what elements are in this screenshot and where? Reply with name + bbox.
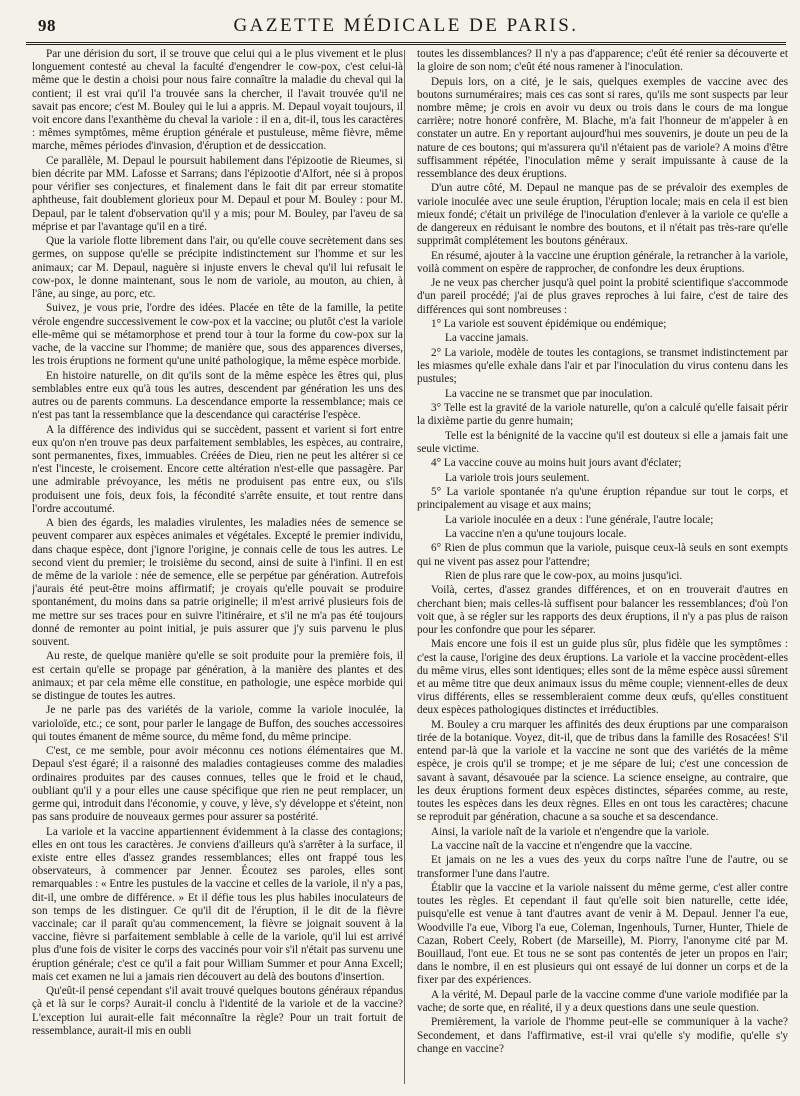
page-header [26, 12, 786, 45]
paragraph: Mais encore une fois il est un guide plus sûr, plus fidèle que les symptômes : c'est la cause, l'origine des deux éruptions. La variole et la vaccine procèdent-elles du même virus, elles sont identiques; elles sont de la même espèce aussi sûrement et au même titre que deux animaux issus du même couple; viennent-elles de deux virus différents, elles se ressembleraient comme deux œufs, qu'elles constituent deux espèces pathologiques distinctes et irréductibles. [417, 638, 788, 717]
numbered-item: 6° Rien de plus commun que la variole, puisque ceux-là seuls en sont exempts qui ne vivent pas assez pour l'attendre; [417, 542, 788, 568]
item-contrast: La vaccine jamais. [445, 332, 529, 345]
numbered-item: 3° Telle est la gravité de la variole naturelle, qu'on a calculé qu'elle faisait périr la dixième partie du genre humain; [417, 401, 788, 428]
item-contrast: La variole trois jours seulement. [445, 471, 590, 484]
numbered-item: 1° La variole est souvent épidémique ou endémique; [431, 318, 667, 330]
numbered-item: 2° La variole, modèle de toutes les contagions, se transmet indistinctement par les miasmes qu'elle exhale dans l'air et par l'inoculation du virus contenu dans les pustules; [417, 346, 788, 386]
paragraph: En histoire naturelle, on dit qu'ils sont de la même espèce les êtres qui, plus semblables entre eux qu'à tous les autres, descendent par génération les uns des autres ou de parents communs. La descendance emporte la ressemblance; mais ce n'est pas tant la ressemblance que la descendance qui caractérise l'espèce. [32, 369, 403, 422]
paragraph: Qu'eût-il pensé cependant s'il avait trouvé quelques boutons généraux répandus çà et là sur le corps? Aurait-il conclu à l'identité de la variole et de la vaccine? L'exception lui aurait-elle fait méconnaître la règle? Pour un trait fortuit de ressemblance, aurait-il mis en oubli [32, 985, 403, 1037]
paragraph: Suivez, je vous prie, l'ordre des idées. Placée en tête de la famille, la petite vérole engendre successivement le cow-pox et la vaccine; ou plutôt c'est la variole elle-même qui se métamorphose et prend tour à tour la forme du cow-pox sur la vache, de la vaccine sur l'homme; de manière que, sous des apparences diverses, les trois éruptions ne forment qu'une unité pathologique, la même espèce morbide. [32, 302, 403, 368]
paragraph: Par une dérision du sort, il se trouve que celui qui a le plus vivement et le plus longuement contesté au cheval la faculté d'engendrer le cow-pox, c'est celui-là même que le destin a choisi pour nous faire connaître la maladie du cheval qui la contient; il est vrai qu'il l'a trouvée sans la chercher, il l'avait trouvée qu'il ne savait pas encore; c'est M. Bouley qui le lui a appris. M. Depaul voyait toujours, il voit encore dans l'exanthème du cheval la variole : il en a, dit-il, tous les caractères : mêmes symptômes, même éruption générale et pustuleuse, même fièvre, même marche, mêmes périodes d'invasion, d'éruption et de dessiccation. [32, 48, 403, 153]
paragraph: Et jamais on ne les a vues des yeux du corps naître l'une de l'autre, ou se transformer l'une dans l'autre. [417, 854, 788, 880]
right-column [417, 48, 788, 1086]
paragraph: Je ne parle pas des variétés de la variole, comme la variole inoculée, la varioloïde, etc.; ce sont, pour parler le langage de Buffon, des souches accessoires qui toutes émanent de même source, du même fond, du même principe. [32, 704, 403, 743]
numbered-item: 5° La variole spontanée n'a qu'une éruption répandue sur tout le corps, et principalement au visage et aux mains; [417, 485, 788, 512]
paragraph: Ce parallèle, M. Depaul le poursuit habilement dans l'épizootie de Rieumes, si bien décrite par MM. Lafosse et Sarrans; dans l'épizootie d'Alfort, née si à propos pour vérifier ses conjectures, et finalement dans le fait dit par erreur stomatite aphtheuse, fait doublement glorieux pour M. Depaul et pour M. Bouley : pour M. Depaul, par le talent d'observation qu'il y a mis; pour M. Bouley, par l'aveu de sa méprise et par l'avantage qu'il en a tiré. [32, 154, 403, 233]
paragraph: Voilà, certes, d'assez grandes différences, et on en trouverait d'autres en cherchant bien; mais celles-là suffisent pour balancer les ressemblances; d'où l'on voit que, à se régler sur les rapports des deux éruptions, il n'y a pas plus de raison pour les confondre que pour les séparer. [417, 584, 788, 636]
paragraph: D'un autre côté, M. Depaul ne manque pas de se prévaloir des exemples de variole inoculée avec une seule éruption, l'éruption locale; mais en cela il est bien mieux fondé; c'était un privilége de l'inoculation d'enlever à la variole ce qu'elle a de dangereux en réduisant le nombre des boutons, et il n'était pas très-rare qu'elle supprimât complétement les boutons généraux. [417, 182, 788, 248]
paragraph: La variole et la vaccine appartiennent évidemment à la classe des contagions; elles en ont tous les caractères. Je conviens d'ailleurs qu'à s'arrêter à la surface, il existe entre elles d'assez grandes ressemblances; elles ont frappé tous les observateurs, à commencer par Jenner. Écoutez ses paroles, elles sont remarquables : « Entre les pustules de la vaccine et celles de la variole, il n'y a pas, dit-il, une ombre de différence. » Et il défie tous les plus habiles inoculateurs de son temps de les distinguer. Ce qu'il dit de l'éruption, il le dit de la fièvre vaccinale; car il paraît qu'au commencement, la fièvre se joignait souvent à la vaccine, fièvre si parfaitement semblable à celle de la variole, qu'il lui est arrivé plus d'une fois de visiter le corps des vaccinés pour voir s'il n'était pas survenu une éruption générale; c'est ce qu'il a fait pour William Summer et pour Anna Excell; mais cet examen ne lui a jamais rien découvert au delà des boutons d'insertion. [32, 825, 403, 983]
numbered-item: 4° La vaccine couve au moins huit jours avant d'éclater; [431, 457, 682, 470]
item-contrast: La vaccine ne se transmet que par inoculation. [445, 387, 653, 400]
paragraph: A la vérité, M. Depaul parle de la vaccine comme d'une variole modifiée par la vache; de sorte que, en réalité, il y a deux questions dans une seule question. [417, 988, 788, 1014]
paragraph: A bien des égards, les maladies virulentes, les maladies nées de semence se peuvent comparer aux espèces animales et végétales. Excepté le premier individu, dans chaque espèce, dont j'ignore l'origine, je connais celle de tous les autres. Le second vient du premier; le troisième du second, ainsi de suite à l'infini. Il en est de même de la variole : née de semence, elle se perpétue par génération. Autrefois j'aurais été peut-être moins affirmatif; je croyais qu'elle pouvait se produire spontanément, du moins dans sa patrie originelle; il m'est arrivé plusieurs fois de me mettre sur ses traces pour en suivre l'itinéraire, et s'il ne m'a pas été toujours donné de remonter au point initial, je puis assurer que j'y suis parvenu le plus souvent. [32, 517, 403, 649]
paragraph: Ainsi, la variole naît de la variole et n'engendre que la variole. [431, 825, 710, 838]
item-contrast: Rien de plus rare que le cow-pox, au moins jusqu'ici. [445, 569, 683, 582]
paragraph: La vaccine naît de la vaccine et n'engendre que la vaccine. [431, 839, 693, 852]
page-number: 98 [38, 16, 56, 35]
paragraph: A la différence des individus qui se succèdent, passent et varient si fort entre eux qu'on n'en trouve pas deux parfaitement semblables, les espèces, au contraire, sont permanentes, fixes, immuables. Créées de Dieu, rien ne peut les altérer si ce n'est l'inceste, le croisement. Encore cette altération n'est-elle que passagère. Par une admirable prévoyance, les métis ne produisent pas entre eux, ou s'ils produisent une fois, deux fois, la fécondité s'arrête ensuite, et tout rentre dans l'ordre accoutumé. [32, 423, 403, 515]
paragraph: toutes les dissemblances? Il n'y a pas d'apparence; c'eût été renier sa découverte et la gloire de son nom; c'eût été nous ramener à l'inoculation. [417, 48, 788, 74]
paragraph: Établir que la vaccine et la variole naissent du même germe, c'est aller contre toutes les règles. Et cependant il faut qu'elle soit bien naturelle, cette idée, puisqu'elle est venue à tant d'autres avant de venir à M. Depaul. Jenner l'a eue, Woodville l'a eue, Viborg l'a eue, Coleman, Ingenhouls, Turner, Hunter, Thiele de Cazan, Robert Ceely, Robert (de Marseille), M. Piorry, l'anonyme cité par M. Bouillaud, l'ont eue. Et tous ne se sont pas contentés de jeter un propos en l'air; dans le nombre, il en est plusieurs qui ont essayé de lui donner un corps et de la fixer par des expériences. [417, 881, 788, 987]
item-contrast: La variole inoculée en a deux : l'une générale, l'autre locale; [445, 513, 714, 526]
paragraph: C'est, ce me semble, pour avoir méconnu ces notions élémentaires que M. Depaul s'est égaré; il a raisonné des maladies contagieuses comme des maladies ordinaires produites par des causes connues, telles que le froid et le chaud, oubliant qu'il y a pour elles une cause spécifique que rien ne peut remplacer, un germe qui, introduit dans l'économie, y couve, y lève, s'y développe et s'éteint, non pas sans produire de nouveaux germes pour assurer sa postérité. [32, 745, 403, 824]
left-column [32, 48, 403, 1086]
paragraph: Je ne veux pas chercher jusqu'à quel point la probité scientifique s'accommode d'un pareil procédé; j'ai de plus graves reproches à lui faire, c'est de taire des différences qui sont nombreuses : [417, 277, 788, 316]
paragraph: Au reste, de quelque manière qu'elle se soit produite pour la première fois, il est certain qu'elle se propage par génération, à la manière des plantes et des animaux; et par cela même elle constitue, en pathologie, une espèce morbide qui se distingue de toutes les autres. [32, 650, 403, 703]
paragraph: M. Bouley a cru marquer les affinités des deux éruptions par une comparaison tirée de la botanique. Voyez, dit-il, que de tribus dans la famille des Rosacées! S'il entend par-là que la variole et la vaccine ne sont que des variétés de la même espèce, je crois qu'il se trompe; et je me sépare de lui; c'est une concession de savant à savant, désavouée par la science. La science enseigne, au contraire, que les deux éruptions forment deux espèces distinctes, séparées comme, au reste, toutes les espèces dans les deux règnes. Elles en ont tous les caractères; chacune se reproduit par génération, chacune a sa souche et sa descendance. [417, 718, 788, 824]
journal-title: GAZETTE MÉDICALE DE PARIS. [233, 15, 579, 36]
article-body [32, 48, 788, 1086]
item-contrast: Telle est la bénignité de la vaccine qu'il est douteux si elle a jamais fait une seule victime. [417, 429, 788, 455]
item-contrast: La vaccine n'en a qu'une toujours locale. [445, 527, 627, 540]
paragraph: En résumé, ajouter à la vaccine une éruption générale, la retrancher à la variole, voilà comment on espère de rapprocher, de confondre les deux éruptions. [417, 249, 788, 275]
paragraph: Que la variole flotte librement dans l'air, ou qu'elle couve secrètement dans ses germes, on suppose qu'elle se précipite indistinctement sur l'homme et sur les animaux; car M. Depaul, naguère si injuste envers le cheval qu'il lui refusait le cow-pox, le donne maintenant, sous le nom de variole, au mouton, au chien, à l'âne, au singe, au porc, etc. [32, 235, 403, 301]
paragraph: Premièrement, la variole de l'homme peut-elle se communiquer à la vache? Secondement, et dans l'affirmative, est-il vrai qu'elle s'y modifie, qu'elle s'y change en vaccine? [417, 1016, 788, 1055]
paragraph: Depuis lors, on a cité, je le sais, quelques exemples de vaccine avec des boutons surnuméraires; mais ces cas sont si rares, qu'ils me sont suspects par leur nombre même; je crois en avoir vu deux ou trois dans le cours de ma longue carrière; notre honoré confrère, M. Blache, m'a fait l'honneur de m'appeler à en constater un autre. En y reportant aujourd'hui mes souvenirs, je doute un peu de la nature de ces boutons; qui m'assurera qu'il n'étaient pas de variole? A moins d'être suffisamment répétée, l'inoculation même y serait impuissante à cause de la ressemblance des deux éruptions. [417, 75, 788, 181]
